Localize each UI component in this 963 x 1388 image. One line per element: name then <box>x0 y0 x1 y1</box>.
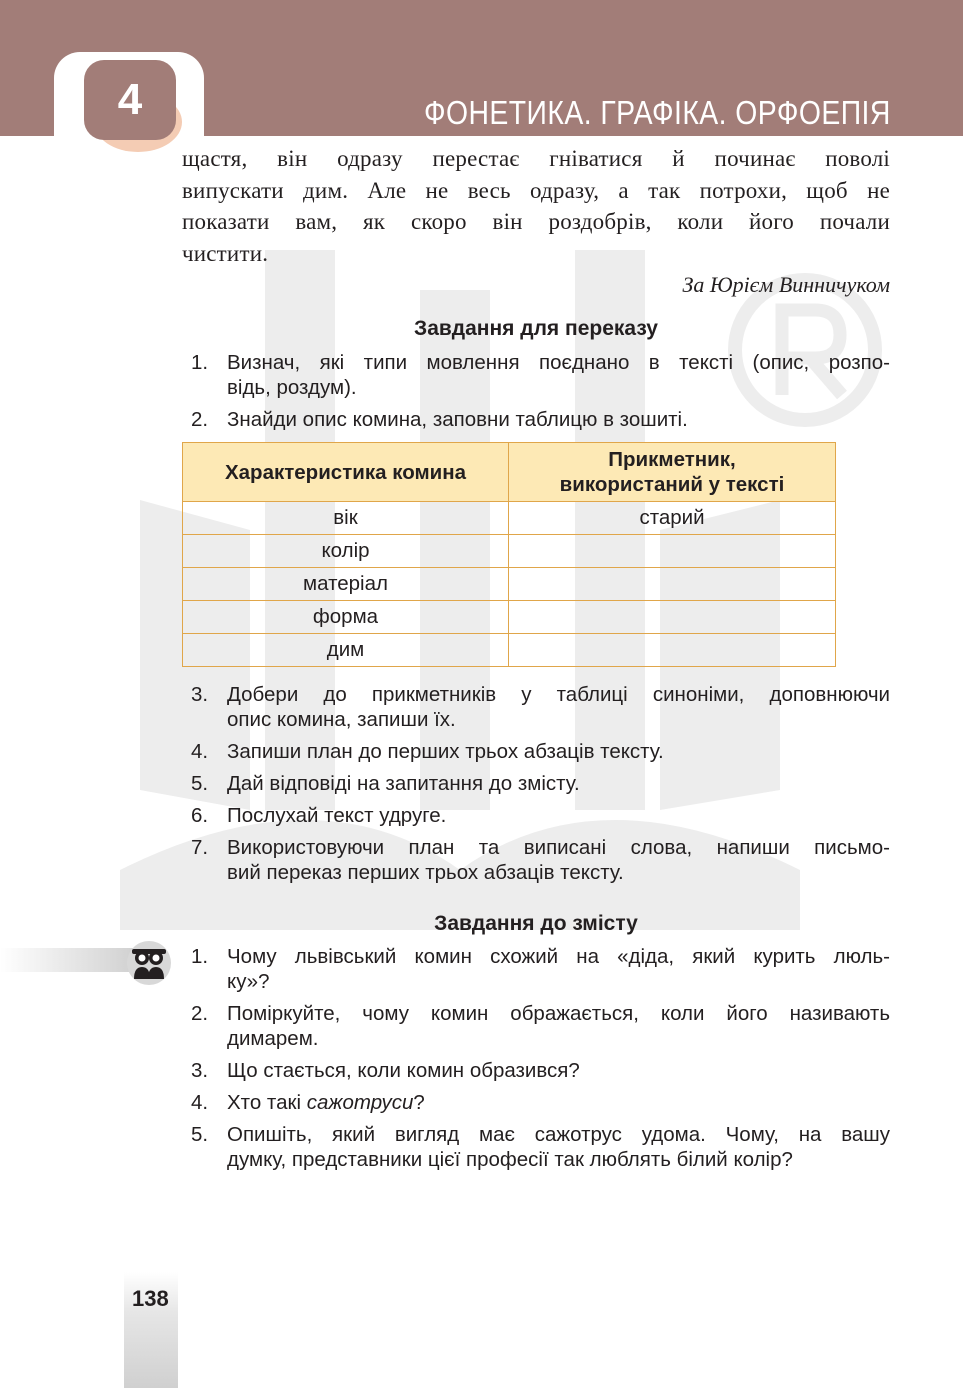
chapter-title: ФОНЕТИКА. ГРАФІКА. ОРФОЕПІЯ <box>424 94 891 131</box>
item-number: 5. <box>191 772 209 795</box>
text-line: чистити. <box>182 240 269 266</box>
list-item <box>182 739 890 764</box>
table-cell: дим <box>183 634 509 667</box>
list-item <box>182 350 890 400</box>
table-cell <box>509 568 836 601</box>
item-text: ку»? <box>227 970 270 993</box>
table-cell: старий <box>509 502 836 535</box>
text-line: показати вам, як скоро він роздобрів, коли його почали <box>182 209 890 234</box>
retelling-tasks-top <box>182 350 890 439</box>
item-text: Запиши план до перших трьох абзаців тексту. <box>227 740 664 763</box>
item-text: Чому львівський комин схожий на «діда, який курить люль- <box>227 945 890 968</box>
table-cell <box>509 634 836 667</box>
item-number: 4. <box>191 740 209 763</box>
list-item <box>182 1001 890 1051</box>
item-text: вий переказ перших трьох абзаців тексту. <box>227 861 624 884</box>
column-header: Характеристика комина <box>183 443 509 502</box>
content-questions-title: Завдання до змісту <box>434 912 638 935</box>
author-attribution: За Юрієм Винничуком <box>682 272 890 297</box>
item-text: Знайди опис комина, заповни таблицю в зошиті. <box>227 408 688 431</box>
table-row <box>183 568 836 601</box>
list-item <box>182 682 890 732</box>
table-cell: форма <box>183 601 509 634</box>
pair-work-bar <box>0 948 140 972</box>
table-header-row <box>183 443 836 502</box>
item-text: Визнач, які типи мовлення поєднано в тексті (опис, розпо- <box>227 351 890 374</box>
question-text: Хто такі <box>227 1091 307 1114</box>
column-header-line: використаний у тексті <box>559 473 785 496</box>
list-item <box>182 835 890 885</box>
chimney-table <box>182 442 836 667</box>
list-item <box>182 1122 890 1172</box>
table-cell: колір <box>183 535 509 568</box>
text-line: випускати дим. Але не весь одразу, а так потрохи, щоб не <box>182 177 890 203</box>
table-cell: вік <box>183 502 509 535</box>
item-number: 4. <box>191 1091 209 1114</box>
item-number: 3. <box>191 683 209 706</box>
question-text: ? <box>413 1091 425 1114</box>
item-text <box>227 1090 890 1115</box>
retelling-title: Завдання для переказу <box>414 317 658 340</box>
table-row <box>183 535 836 568</box>
item-text: Використовуючи план та виписані слова, напиши письмо- <box>227 836 890 859</box>
table-row <box>183 634 836 667</box>
column-header <box>509 443 836 502</box>
item-number: 2. <box>191 1002 209 1025</box>
item-text: Опишіть, який вигляд має сажотрус удома. Чому, на вашу <box>227 1123 890 1146</box>
story-excerpt <box>182 143 890 269</box>
item-text: Що стається, коли комин образився? <box>227 1059 580 1082</box>
item-text: Дай відповіді на запитання до змісту. <box>227 772 580 795</box>
table-row <box>183 601 836 634</box>
item-text: відь, роздум). <box>227 376 357 399</box>
list-item <box>182 803 890 828</box>
table-row <box>183 502 836 535</box>
content-questions <box>182 944 890 1179</box>
table-cell <box>509 601 836 634</box>
item-number: 1. <box>191 351 209 374</box>
item-number: 6. <box>191 804 209 827</box>
item-number: 2. <box>191 408 209 431</box>
item-text: Добери до прикметників у таблиці синоніми, доповнюючи <box>227 683 890 706</box>
pair-work-icon <box>127 941 171 985</box>
item-text: думку, представники цієї професії так люблять білий колір? <box>227 1148 793 1171</box>
list-item <box>182 1058 890 1083</box>
list-item <box>182 1090 890 1115</box>
table-cell <box>509 535 836 568</box>
item-text: димарем. <box>227 1027 319 1050</box>
table-cell: матеріал <box>183 568 509 601</box>
item-number: 1. <box>191 945 209 968</box>
column-header-line: Прикметник, <box>608 448 736 471</box>
page-number: 138 <box>132 1286 169 1311</box>
item-number: 7. <box>191 836 209 859</box>
chapter-number: 4 <box>84 60 176 140</box>
list-item <box>182 407 890 432</box>
item-number: 5. <box>191 1123 209 1146</box>
list-item <box>182 771 890 796</box>
item-text: Послухай текст удруге. <box>227 804 447 827</box>
text-line: щастя, він одразу перестає гніватися й починає поволі <box>182 146 890 171</box>
retelling-tasks-bottom <box>182 682 890 892</box>
list-item <box>182 944 890 994</box>
italic-term: сажотруси <box>306 1091 414 1114</box>
item-text: Поміркуйте, чому комин ображається, коли його називають <box>227 1002 890 1025</box>
item-number: 3. <box>191 1059 209 1082</box>
item-text: опис комина, запиши їх. <box>227 708 456 731</box>
